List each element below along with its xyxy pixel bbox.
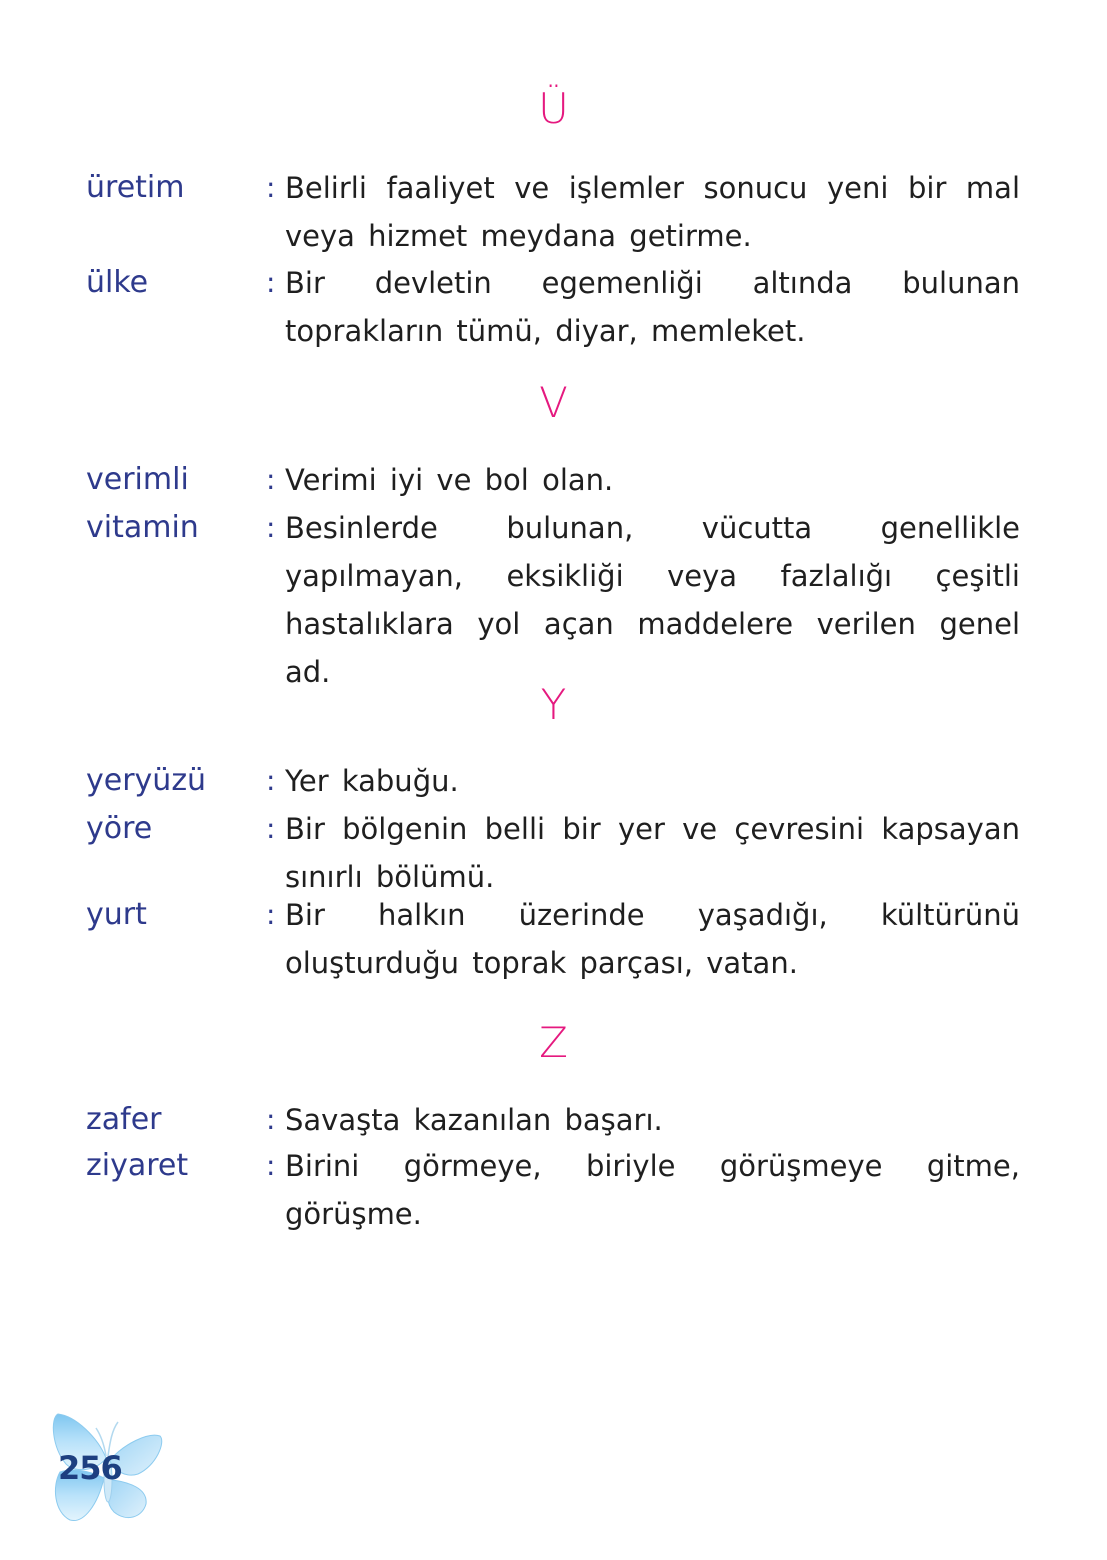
entry-definition: Verimi iyi ve bol olan. <box>285 463 614 497</box>
section-letter-z: Z <box>539 1018 568 1067</box>
entry-colon: : <box>266 266 276 299</box>
entry-colon: : <box>266 511 276 544</box>
entry-colon: : <box>266 1103 276 1136</box>
page-number: 256 <box>58 1449 122 1487</box>
entry-term: verimli <box>86 462 189 497</box>
entry-definition: Birini görmeye, biriyle görüşmeye gitme, görüşme. <box>285 1149 1020 1231</box>
section-letter-y: Y <box>540 680 567 729</box>
entry-definition: Besinlerde bulunan, vücutta genellikle yapılmayan, eksikliği veya fazlalığı çeşitli hastalıklara yol açan maddelere verilen genel ad. <box>285 511 1020 689</box>
entry-colon: : <box>266 1149 276 1182</box>
entry-colon: : <box>266 463 276 496</box>
entry-colon: : <box>266 898 276 931</box>
entry-term: yeryüzü <box>86 763 207 798</box>
entry-term: yöre <box>86 811 153 846</box>
entry-definition: Bir halkın üzerinde yaşadığı, kültürünü oluşturduğu toprak parçası, vatan. <box>285 898 1020 980</box>
entry-colon: : <box>266 171 276 204</box>
entry-term: ülke <box>86 265 149 300</box>
entry-colon: : <box>266 764 276 797</box>
entry-colon: : <box>266 812 276 845</box>
entry-definition: Bir devletin egemenliği altında bulunan toprakların tümü, diyar, memleket. <box>285 266 1020 348</box>
entry-definition: Belirli faaliyet ve işlemler sonucu yeni bir mal veya hizmet meydana getirme. <box>285 171 1020 253</box>
section-letter-v: V <box>539 378 568 427</box>
entry-term: ziyaret <box>86 1148 189 1183</box>
entry-definition: Yer kabuğu. <box>285 764 459 798</box>
entry-term: üretim <box>86 170 185 205</box>
entry-term: vitamin <box>86 510 199 545</box>
entry-definition: Bir bölgenin belli bir yer ve çevresini kapsayan sınırlı bölümü. <box>285 812 1020 894</box>
section-letter-u: Ü <box>538 84 569 133</box>
entry-term: zafer <box>86 1102 162 1137</box>
entry-definition: Savaşta kazanılan başarı. <box>285 1103 663 1137</box>
entry-term: yurt <box>86 897 147 932</box>
